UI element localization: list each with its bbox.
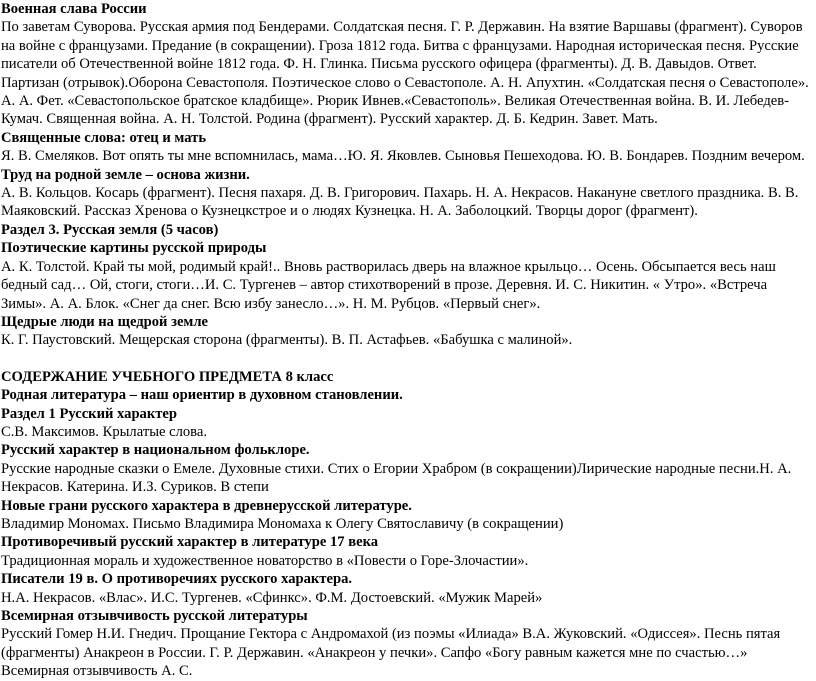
section-heading: Русский характер в национальном фольклоре. — [1, 442, 310, 459]
section-heading: Раздел 1 Русский характер — [1, 405, 178, 422]
body-paragraph: По заветам Суворова. Русская армия под Бендерами. Солдатская песня. Г. Р. Державин. На взятие Варшавы (фрагмент). Суворов на войне с французами. Предание (в сокращении). Гроза 1812 года. Битва с французами. Народная историческая песня. Русские писатели об Отечественной войне 1812 года. Ф. Н. Глинка. Письма русского офицера (фрагменты). Д. В. Давыдов. Ответ. Партизан (отрывок).Оборона Севастополя. Поэтическое слово о Севастополе. А. Н. Апухтин. «Солдатская песня о Севастополе». А. А. Фет. «Севастопольское братское кладбище». Рюрик Ивнев.«Севастополь». Великая Отечественная война. В. И. Лебедев-Кумач. Священная война. А. Н. Толстой. Родина (фрагмент). Русский характер. Д. Б. Кедрин. Завет. Мать. — [1, 19, 809, 128]
section-heading: Новые грани русского характера в древнерусской литературе. — [1, 497, 412, 514]
body-paragraph: Традиционная мораль и художественное новаторство в «Повести о Горе-Злочастии». — [1, 552, 529, 569]
section-heading: Всемирная отзывчивость русской литературы — [1, 608, 308, 624]
section-heading: Раздел 3. Русская земля (5 часов) — [1, 221, 219, 238]
body-paragraph: С.В. Максимов. Крылатые слова. — [1, 423, 208, 440]
section-heading: Труд на родной земле – основа жизни. — [1, 166, 250, 183]
section-heading: Писатели 19 в. О противоречиях русского характера. — [1, 571, 353, 588]
section-heading: Военная слава России — [1, 1, 147, 17]
body-paragraph: А. В. Кольцов. Косарь (фрагмент). Песня пахаря. Д. В. Григорович. Пахарь. Н. А. Некрасов. Накануне светлого праздника. В. В. Маяковский. Рассказ Хренова о Кузнецкстрое и о людях Кузнецка. Н. А. Заболоцкий. Творцы дорог (фрагмент). — [1, 185, 799, 220]
section-heading: СОДЕРЖАНИЕ УЧЕБНОГО ПРЕДМЕТА 8 класс — [1, 368, 334, 385]
body-paragraph: К. Г. Паустовский. Мещерская сторона (фрагменты). В. П. Астафьев. «Бабушка с малиной». — [1, 332, 573, 349]
body-paragraph: Русские народные сказки о Емеле. Духовные стихи. Стих о Егории Храбром (в сокращении)Лирические народные песни.Н. А. Некрасов. Катерина. И.З. Суриков. В степи — [1, 460, 792, 496]
body-paragraph: Я. В. Смеляков. Вот опять ты мне вспомнилась, мама…Ю. Я. Яковлев. Сыновья Пешеходова. Ю. В. Бондарев. Поздним вечером. — [1, 148, 805, 165]
body-paragraph: Владимир Мономах. Письмо Владимира Мономаха к Олегу Святославичу (в сокращении) — [1, 515, 564, 532]
blank-line — [1, 350, 810, 368]
body-paragraph: А. К. Толстой. Край ты мой, родимый край!.. Вновь растворилась дверь на влажное крыльцо… Осень. Обсыпается весь наш бедный сад… Ой, стоги, стоги…И. С. Тургенев – автор стихотворений в прозе. Деревня. И. С. Никитин. « Утро». «Встреча Зимы». А. А. Блок. «Снег да снег. Всю избу занесло…». Н. М. Рубцов. «Первый снег». — [1, 258, 776, 312]
body-paragraph: Н.А. Некрасов. «Влас». И.С. Тургенев. «Сфинкс». Ф.М. Достоевский. «Мужик Марей» — [1, 589, 543, 606]
section-heading: Поэтические картины русской природы — [1, 240, 267, 257]
body-paragraph: Русский Гомер Н.И. Гнедич. Прощание Гектора с Андромахой (из поэмы «Илиада» В.А. Жуковский. «Одиссея». Песнь пятая (фрагменты) Анакреон в России. Г. Р. Державин. «Анакреон у печки». Сапфо «Богу равным кажется мне по счастью…» Всемирная отзывчивость А. С. — [1, 626, 781, 680]
section-heading: Противоречивый русский характер в литературе 17 века — [1, 534, 379, 551]
section-heading: Щедрые люди на щедрой земле — [1, 313, 209, 330]
section-heading: Священные слова: отец и мать — [1, 129, 207, 146]
section-heading: Родная литература – наш ориентир в духовном становлении. — [1, 387, 403, 404]
